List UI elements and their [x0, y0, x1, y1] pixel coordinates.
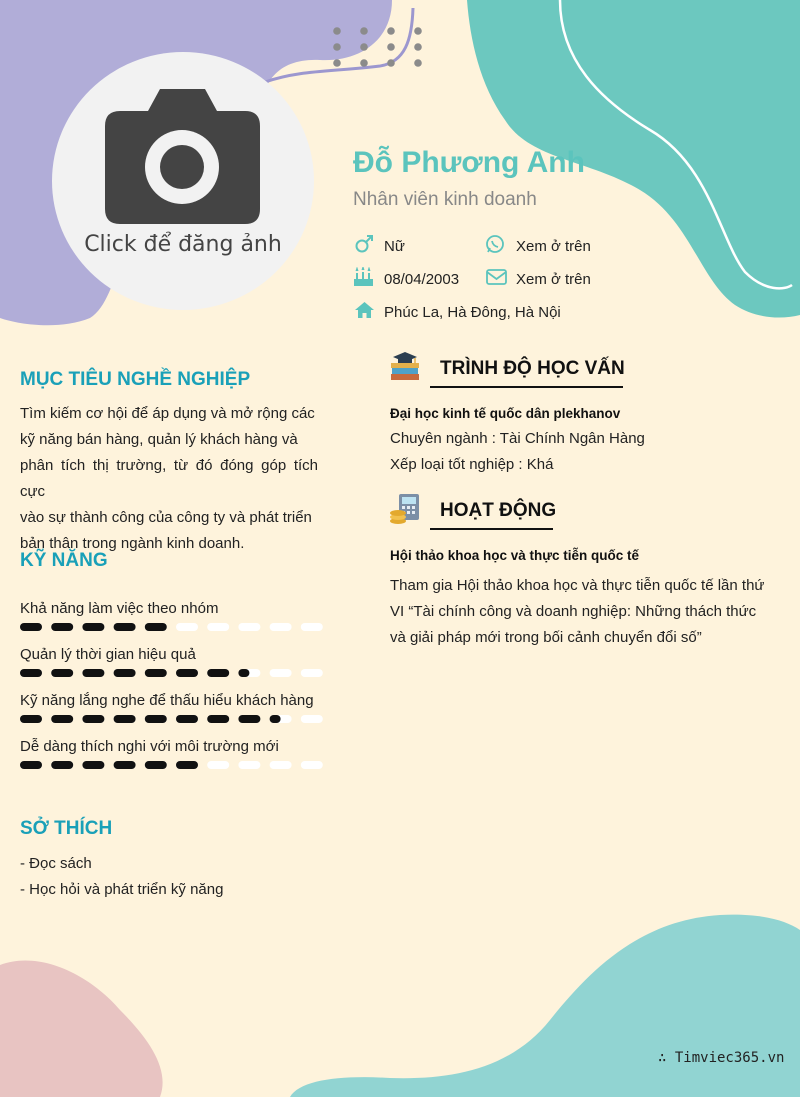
skill-segment-filled [238, 669, 249, 677]
skill-bar [18, 666, 324, 680]
skill-segment-filled [51, 623, 73, 631]
skill-segment-empty [270, 669, 292, 677]
skill-segment-filled [20, 761, 42, 769]
photo-upload[interactable] [52, 52, 314, 310]
activity-line: Tham gia Hội thảo khoa học và thực tiễn quốc tế lần thứ [390, 577, 765, 594]
education-school: Đại học kinh tế quốc dân plekhanov [390, 406, 621, 421]
skill-label: Khả năng làm việc theo nhóm [20, 600, 219, 617]
activities-title: HOẠT ĐỘNG [440, 500, 557, 521]
objective-line: vào sự thành công của công ty và phát triển [20, 509, 312, 526]
skill-segment-filled [238, 715, 260, 723]
skill-bar [18, 712, 324, 726]
skill-segment-empty [207, 761, 229, 769]
objective-line: bản thân trong ngành kinh doanh. [20, 535, 245, 552]
skill-segment-filled [176, 715, 198, 723]
skill-segment-filled [114, 761, 136, 769]
skill-segment-filled [20, 623, 42, 631]
activities-underline [430, 528, 553, 530]
camera-icon [105, 89, 260, 224]
skill-label: Kỹ năng lắng nghe để thấu hiểu khách hàng [20, 692, 314, 709]
skill-bar [18, 620, 324, 634]
activity-line: VI “Tài chính công và doanh nghiệp: Những thách thức [390, 603, 757, 620]
objective-text [20, 401, 318, 557]
profile-title: Nhân viên kinh doanh [353, 189, 537, 210]
skill-segment-filled [82, 715, 104, 723]
phone-value: Xem ở trên [516, 238, 591, 255]
skill-segment-filled [145, 669, 167, 677]
skill-segment-filled [145, 623, 167, 631]
skill-segment-filled [270, 715, 281, 723]
aqua-blob [290, 915, 800, 1097]
skill-segment-filled [207, 715, 229, 723]
skills-title: KỸ NĂNG [20, 550, 108, 571]
skill-segment-empty [270, 761, 292, 769]
skill-segment-empty [207, 623, 229, 631]
objective-line: phân tích thị trường, từ đó đóng góp tích cực [20, 457, 318, 500]
education-major: Chuyên ngành : Tài Chính Ngân Hàng [390, 430, 645, 447]
home-icon [354, 301, 375, 319]
phone-icon [485, 234, 505, 254]
pink-blob [0, 961, 163, 1097]
email-icon [486, 269, 507, 285]
skill-segment-filled [51, 669, 73, 677]
education-grade: Xếp loại tốt nghiệp : Khá [390, 456, 554, 473]
skill-segment-empty [238, 761, 260, 769]
activity-icon [389, 493, 421, 525]
skill-segment-filled [176, 761, 198, 769]
profile-name: Đỗ Phương Anh [353, 146, 585, 179]
skill-segment-empty [301, 623, 323, 631]
skill-bar [18, 758, 324, 772]
activity-description [390, 573, 764, 651]
skill-segment-filled [176, 669, 198, 677]
skill-segment-filled [51, 715, 73, 723]
address-value: Phúc La, Hà Đông, Hà Nội [384, 304, 561, 321]
birthday-value: 08/04/2003 [384, 271, 460, 288]
skill-segment-empty [301, 761, 323, 769]
skill-segment-empty [301, 715, 323, 723]
activity-event: Hội thảo khoa học và thực tiễn quốc tế [390, 548, 640, 563]
skill-segment-filled [82, 669, 104, 677]
email-value: Xem ở trên [516, 271, 591, 288]
skill-label: Quản lý thời gian hiệu quả [20, 646, 196, 663]
skill-segment-empty [270, 623, 292, 631]
skill-segment-filled [114, 715, 136, 723]
objective-line: Tìm kiếm cơ hội để áp dụng và mở rộng các [20, 405, 315, 422]
skill-segment-empty [238, 623, 260, 631]
skill-segment-filled [51, 761, 73, 769]
skill-label: Dễ dàng thích nghi với môi trường mới [20, 738, 279, 755]
objective-line: kỹ năng bán hàng, quản lý khách hàng và [20, 431, 298, 448]
objective-title: MỤC TIÊU NGHỀ NGHIỆP [20, 369, 251, 390]
education-underline [430, 386, 623, 388]
hobby-item: - Đọc sách [20, 855, 92, 872]
skill-segment-empty [301, 669, 323, 677]
photo-upload-label[interactable]: Click để đăng ảnh [84, 232, 282, 257]
education-title: TRÌNH ĐỘ HỌC VẤN [440, 358, 625, 379]
skill-segment-filled [145, 761, 167, 769]
activity-line: và giải pháp mới trong bối cảnh chuyển đổi số” [390, 629, 702, 646]
footer-brand: ∴ Timviec365.vn [658, 1050, 785, 1066]
birthday-icon [353, 267, 374, 287]
skill-segment-filled [20, 715, 42, 723]
skill-segment-filled [82, 623, 104, 631]
education-icon [389, 350, 421, 382]
skill-segment-empty [176, 623, 198, 631]
skill-segment-filled [114, 669, 136, 677]
gender-icon [354, 235, 374, 255]
skill-segment-filled [145, 715, 167, 723]
skill-segment-filled [20, 669, 42, 677]
hobbies-title: SỞ THÍCH [20, 818, 113, 839]
skill-segment-filled [82, 761, 104, 769]
hobby-item: - Học hỏi và phát triển kỹ năng [20, 881, 224, 898]
gender-value: Nữ [384, 238, 405, 255]
skill-segment-filled [207, 669, 229, 677]
skill-segment-filled [114, 623, 136, 631]
